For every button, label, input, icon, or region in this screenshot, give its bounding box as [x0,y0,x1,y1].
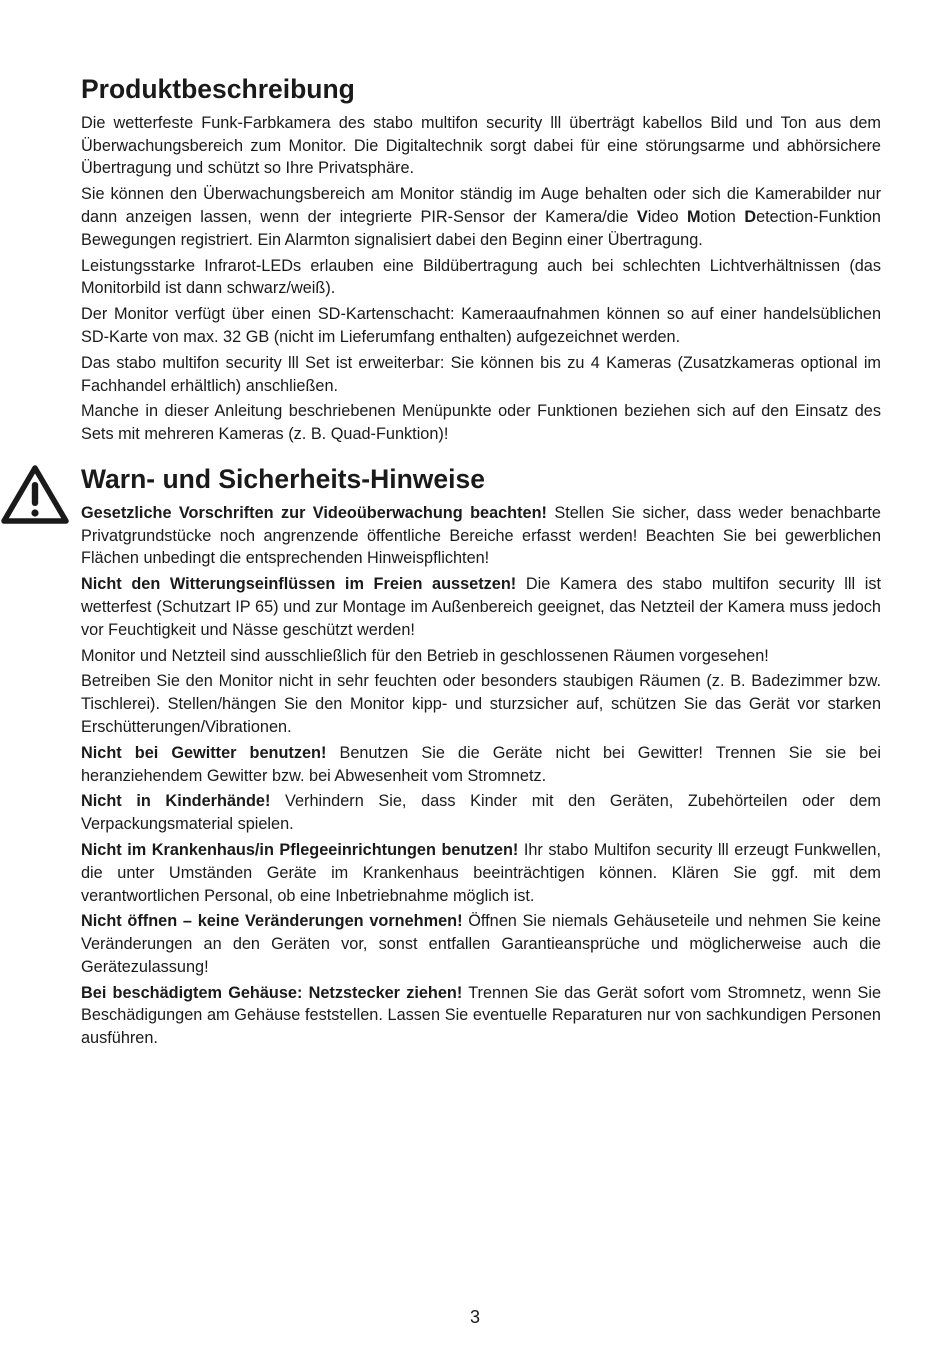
paragraph [81,742,881,788]
text-run: ideo [647,207,687,226]
text-run: Leistungsstarke Infrarot-LEDs erlauben eine Bildübertragung auch bei schlechten Lichtverhältnissen (das Monitorbild ist dann schwarz/weiß). [81,256,881,298]
paragraph [81,400,881,446]
text-run: Benutzen Sie die Geräte nicht bei Gewitter! Trennen Sie sie bei heranziehendem Gewitter bzw. bei Abwesenheit vom Stromnetz. [81,743,881,785]
text-run: Die wetterfeste Funk-Farbkamera des stabo multifon security lll überträgt kabellos Bild und Ton aus dem Überwachungsbereich zum Monitor. Die Digitaltechnik sorgt dabei für eine störungsarme und abhörsichere Übertragung und schützt so Ihre Privatsphäre. [81,113,881,178]
text-run: etection-Funktion Bewegungen registriert. Ein Alarmton signalisiert dabei den Beginn einer Übertragung. [81,207,881,249]
paragraph [81,670,881,738]
paragraph [81,303,881,349]
section-title-produktbeschreibung: Produktbeschreibung [81,74,355,104]
section-body [81,502,881,1050]
page-content [81,74,881,1053]
text-run: Öffnen Sie niemals Gehäuseteile und nehmen Sie keine Veränderungen an den Geräten vor, sonst entfallen Garantieansprüche und möglicherweise auch die Gerätezulassung! [81,912,881,976]
text-run: Die Kamera des stabo multifon security lll ist wetterfest (Schutzart IP 65) und zur Montage im Außenbereich geeignet, das Netzteil der Kamera muss jedoch vor Feuchtigkeit und Nässe geschützt werden! [81,575,881,639]
paragraph [81,255,881,301]
bold-run: M [686,207,701,226]
paragraph [81,982,881,1050]
text-run: Der Monitor verfügt über einen SD-Kartenschacht: Kameraaufnahmen können so auf einer handelsüblichen SD-Karte von max. 32 GB (nicht im Lieferumfang enthalten) aufgezeichnet werden. [81,305,881,346]
paragraph [81,790,881,836]
bold-run: Nicht bei Gewitter benutzen! [81,743,327,762]
section-body [81,112,881,446]
bold-run: Bei beschädigtem Gehäuse: Netzstecker ziehen! [81,983,463,1002]
text-run: Manche in dieser Anleitung beschriebenen Menüpunkte oder Funktionen beziehen sich auf den Einsatz des Sets mit mehreren Kameras (z. B. Quad-Funktion)! [81,402,881,444]
paragraph [81,112,881,180]
paragraph [81,352,881,398]
text-run: Trennen Sie das Gerät sofort vom Stromnetz, wenn Sie Beschädigungen am Gehäuse feststellen. Lassen Sie eventuelle Reparaturen nur von sachkundigen Personen ausführen. [81,983,881,1048]
bold-run: Gesetzliche Vorschriften zur Videoüberwachung beachten! [81,503,547,522]
warning-triangle-icon [0,464,70,526]
bold-run: Nicht den Witterungseinflüssen im Freien aussetzen! [81,575,517,594]
bold-run: Nicht im Krankenhaus/in Pflegeeinrichtungen benutzen! [81,840,519,859]
bold-run: D [744,207,757,226]
text-run: Stellen Sie sicher, dass weder benachbarte Privatgrundstücke noch angrenzende öffentliche Bereiche erfasst werden! Beachten Sie bei gewerblichen Flächen unbedingt die entsprechenden Hinweispflichten! [81,503,881,568]
text-run: otion [700,207,745,226]
bold-run: Nicht in Kinderhände! [81,792,271,811]
text-run: Betreiben Sie den Monitor nicht in sehr feuchten oder besonders staubigen Räumen (z. B. Badezimmer bzw. Tischlerei). Stellen/hängen Sie den Monitor kipp- und sturzsicher auf, schützen Sie das Gerät vor starken Erschütterungen/Vibrationen. [81,672,881,736]
paragraph [81,183,881,251]
text-run: Verhindern Sie, dass Kinder mit den Geräten, Zubehörteilen oder dem Verpackungsmaterial spielen. [81,792,881,834]
section-title-warnhinweise: Warn- und Sicherheits-Hinweise [81,463,485,494]
text-run: Sie können den Überwachungsbereich am Monitor ständig im Auge behalten oder sich die Kamerabilder nur dann anzeigen lassen, wenn der integrierte PIR-Sensor der Kamera/die [81,185,881,226]
text-run: Das stabo multifon security lll Set ist erweiterbar: Sie können bis zu 4 Kameras (Zusatzkameras optional im Fachhandel erhältlich) anschließen. [81,353,881,395]
paragraph [81,910,881,978]
paragraph [81,502,881,570]
page-number: 3 [469,1307,480,1327]
bold-run: Nicht öffnen – keine Veränderungen vornehmen! [81,912,463,931]
paragraph [81,839,881,907]
section-warnhinweise [81,464,881,1050]
text-run: Ihr stabo Multifon security lll erzeugt Funkwellen, die unter Umständen Geräte im Krankenhaus beeinträchtigen können. Klären Sie ggf. mit dem verantwortlichen Personal, ob eine Inbetriebnahme möglich ist. [81,840,881,905]
paragraph [81,573,881,641]
text-run: Monitor und Netzteil sind ausschließlich für den Betrieb in geschlossenen Räumen vorgesehen! [81,646,769,665]
bold-run: V [636,207,648,226]
section-produktbeschreibung [81,74,881,446]
paragraph [81,645,881,668]
